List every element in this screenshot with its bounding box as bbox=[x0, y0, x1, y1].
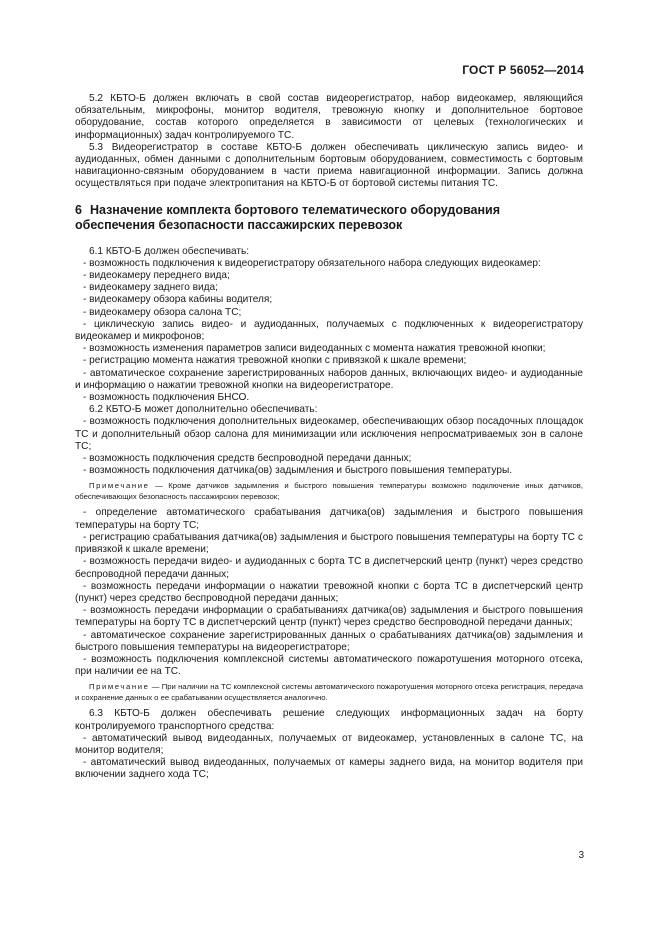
list-item: - определение автоматического срабатывания датчика(ов) задымления и быстрого повышения температуры на борту ТС; bbox=[75, 507, 583, 531]
document-body bbox=[75, 93, 583, 782]
paragraph-6-3: 6.3 КБТО-Б должен обеспечивать решение следующих информационных задач на борту контролируемого транспортного средства: bbox=[75, 708, 583, 732]
list-item: - регистрацию момента нажатия тревожной кнопки с привязкой к шкале времени; bbox=[83, 355, 467, 367]
page-number: 3 bbox=[578, 850, 584, 861]
note-label: Примечание bbox=[89, 682, 150, 692]
list-item: - возможность подключения дополнительных видеокамер, обеспечивающих обзор посадочных площадок ТС и дополнительный обзор салона для минимизации или исключения непросматриваемых зон в салоне ТС; bbox=[75, 416, 583, 452]
list-item: - видеокамеру заднего вида; bbox=[83, 282, 218, 294]
list-item: - автоматический вывод видеоданных, получаемых от видеокамер, установленных в салоне ТС, на монитор водителя; bbox=[75, 732, 583, 756]
list-item: - видеокамеру переднего вида; bbox=[83, 270, 230, 282]
list-item: - автоматическое сохранение зарегистрированных наборов данных, включающих видео- и аудиоданные и информацию о нажатии тревожной кнопки на видеорегистраторе. bbox=[75, 367, 583, 391]
list-item: - автоматическое сохранение зарегистрированных данных о срабатываниях датчика(ов) задымления и быстрого повышения температуры на видеорегистраторе; bbox=[75, 629, 583, 653]
list-item: - возможность подключения датчика(ов) задымления и быстрого повышения температуры. bbox=[83, 465, 513, 477]
list-item: - возможность передачи информации о нажатии тревожной кнопки с борта ТС в диспетчерский центр (пункт) через средство беспроводной передачи данных; bbox=[75, 580, 583, 604]
standard-header: ГОСТ Р 56052—2014 bbox=[462, 63, 584, 77]
section-title-line-1: Назначение комплекта бортового телематического оборудования bbox=[89, 202, 500, 217]
list-item: - возможность подключения комплексной системы автоматического пожаротушения моторного отсека, при наличии ее на ТС. bbox=[75, 653, 583, 678]
list-item: - возможность подключения средств беспроводной передачи данных; bbox=[83, 453, 412, 465]
note-1 bbox=[75, 480, 583, 502]
section-6-heading bbox=[75, 203, 583, 233]
list-item: - возможность подключения БНСО. bbox=[83, 392, 250, 404]
paragraph-5-3: 5.3 Видеорегистратор в составе КБТО-Б должен обеспечивать циклическую запись видео- и аудиоданных, обмен данными с дополнительным бортовым оборудованием, совместимость с бортовым навигационно-связным оборудованием в части приема навигационной информации. Запись должна осуществляться при подаче электропитания на КБТО-Б от бортовой системы питания ТС. bbox=[75, 141, 583, 190]
list-item: - автоматический вывод видеоданных, получаемых от камеры заднего вида, на монитор водителя при включении заднего хода ТС; bbox=[75, 757, 583, 781]
note-text: — Кроме датчиков задымления и быстрого повышения температуры возможно подключение иных датчиков, обеспечивающих безопасность пассажирских перевозок; bbox=[75, 481, 583, 502]
paragraph-6-2: 6.2 КБТО-Б может дополнительно обеспечивать: bbox=[89, 404, 318, 416]
list-item: - регистрацию срабатывания датчика(ов) задымления и быстрого повышения температуры на борту ТС с привязкой к шкале времени; bbox=[75, 531, 583, 556]
list-item: - циклическую запись видео- и аудиоданных, получаемых с подключенных к видеорегистратору видеокамер и микрофонов; bbox=[75, 318, 583, 343]
note-2 bbox=[75, 681, 583, 703]
section-title-line-2: обеспечения безопасности пассажирских перевозок bbox=[75, 217, 403, 232]
list-item: - видеокамеру обзора кабины водителя; bbox=[83, 294, 273, 306]
list-item: - видеокамеру обзора салона ТС; bbox=[83, 306, 242, 318]
paragraph-6-1: 6.1 КБТО-Б должен обеспечивать: bbox=[89, 245, 250, 257]
section-number: 6 bbox=[75, 202, 82, 217]
list-item: - возможность изменения параметров записи видеоданных с момента нажатия тревожной кнопки; bbox=[83, 343, 546, 355]
list-item: - возможность передачи видео- и аудиоданных с борта ТС в диспетчерский центр (пункт) через средство беспроводной передачи данных; bbox=[75, 556, 583, 580]
list-item: - возможность передачи информации о срабатываниях датчика(ов) задымления и быстрого повышения температуры на борту ТС в диспетчерский центр (пункт) через средство беспроводной передачи данных; bbox=[75, 605, 583, 629]
note-label: Примечание bbox=[89, 481, 150, 491]
paragraph-5-2: 5.2 КБТО-Б должен включать в свой состав видеорегистратор, набор видеокамер, являющийся обязательным, микрофоны, монитор водителя, тревожную кнопку и дополнительное бортовое оборудование, состав которого определяется в зависимости от целевых (технологических и информационных) задач контролируемого ТС. bbox=[75, 93, 583, 141]
note-text: — При наличии на ТС комплексной системы автоматического пожаротушения моторного отсека регистрация, передача и сохранение данных о ее срабатывании осуществляется аналогично. bbox=[75, 682, 583, 703]
list-item: - возможность подключения к видеорегистратору обязательного набора следующих видеокамер: bbox=[83, 257, 541, 269]
